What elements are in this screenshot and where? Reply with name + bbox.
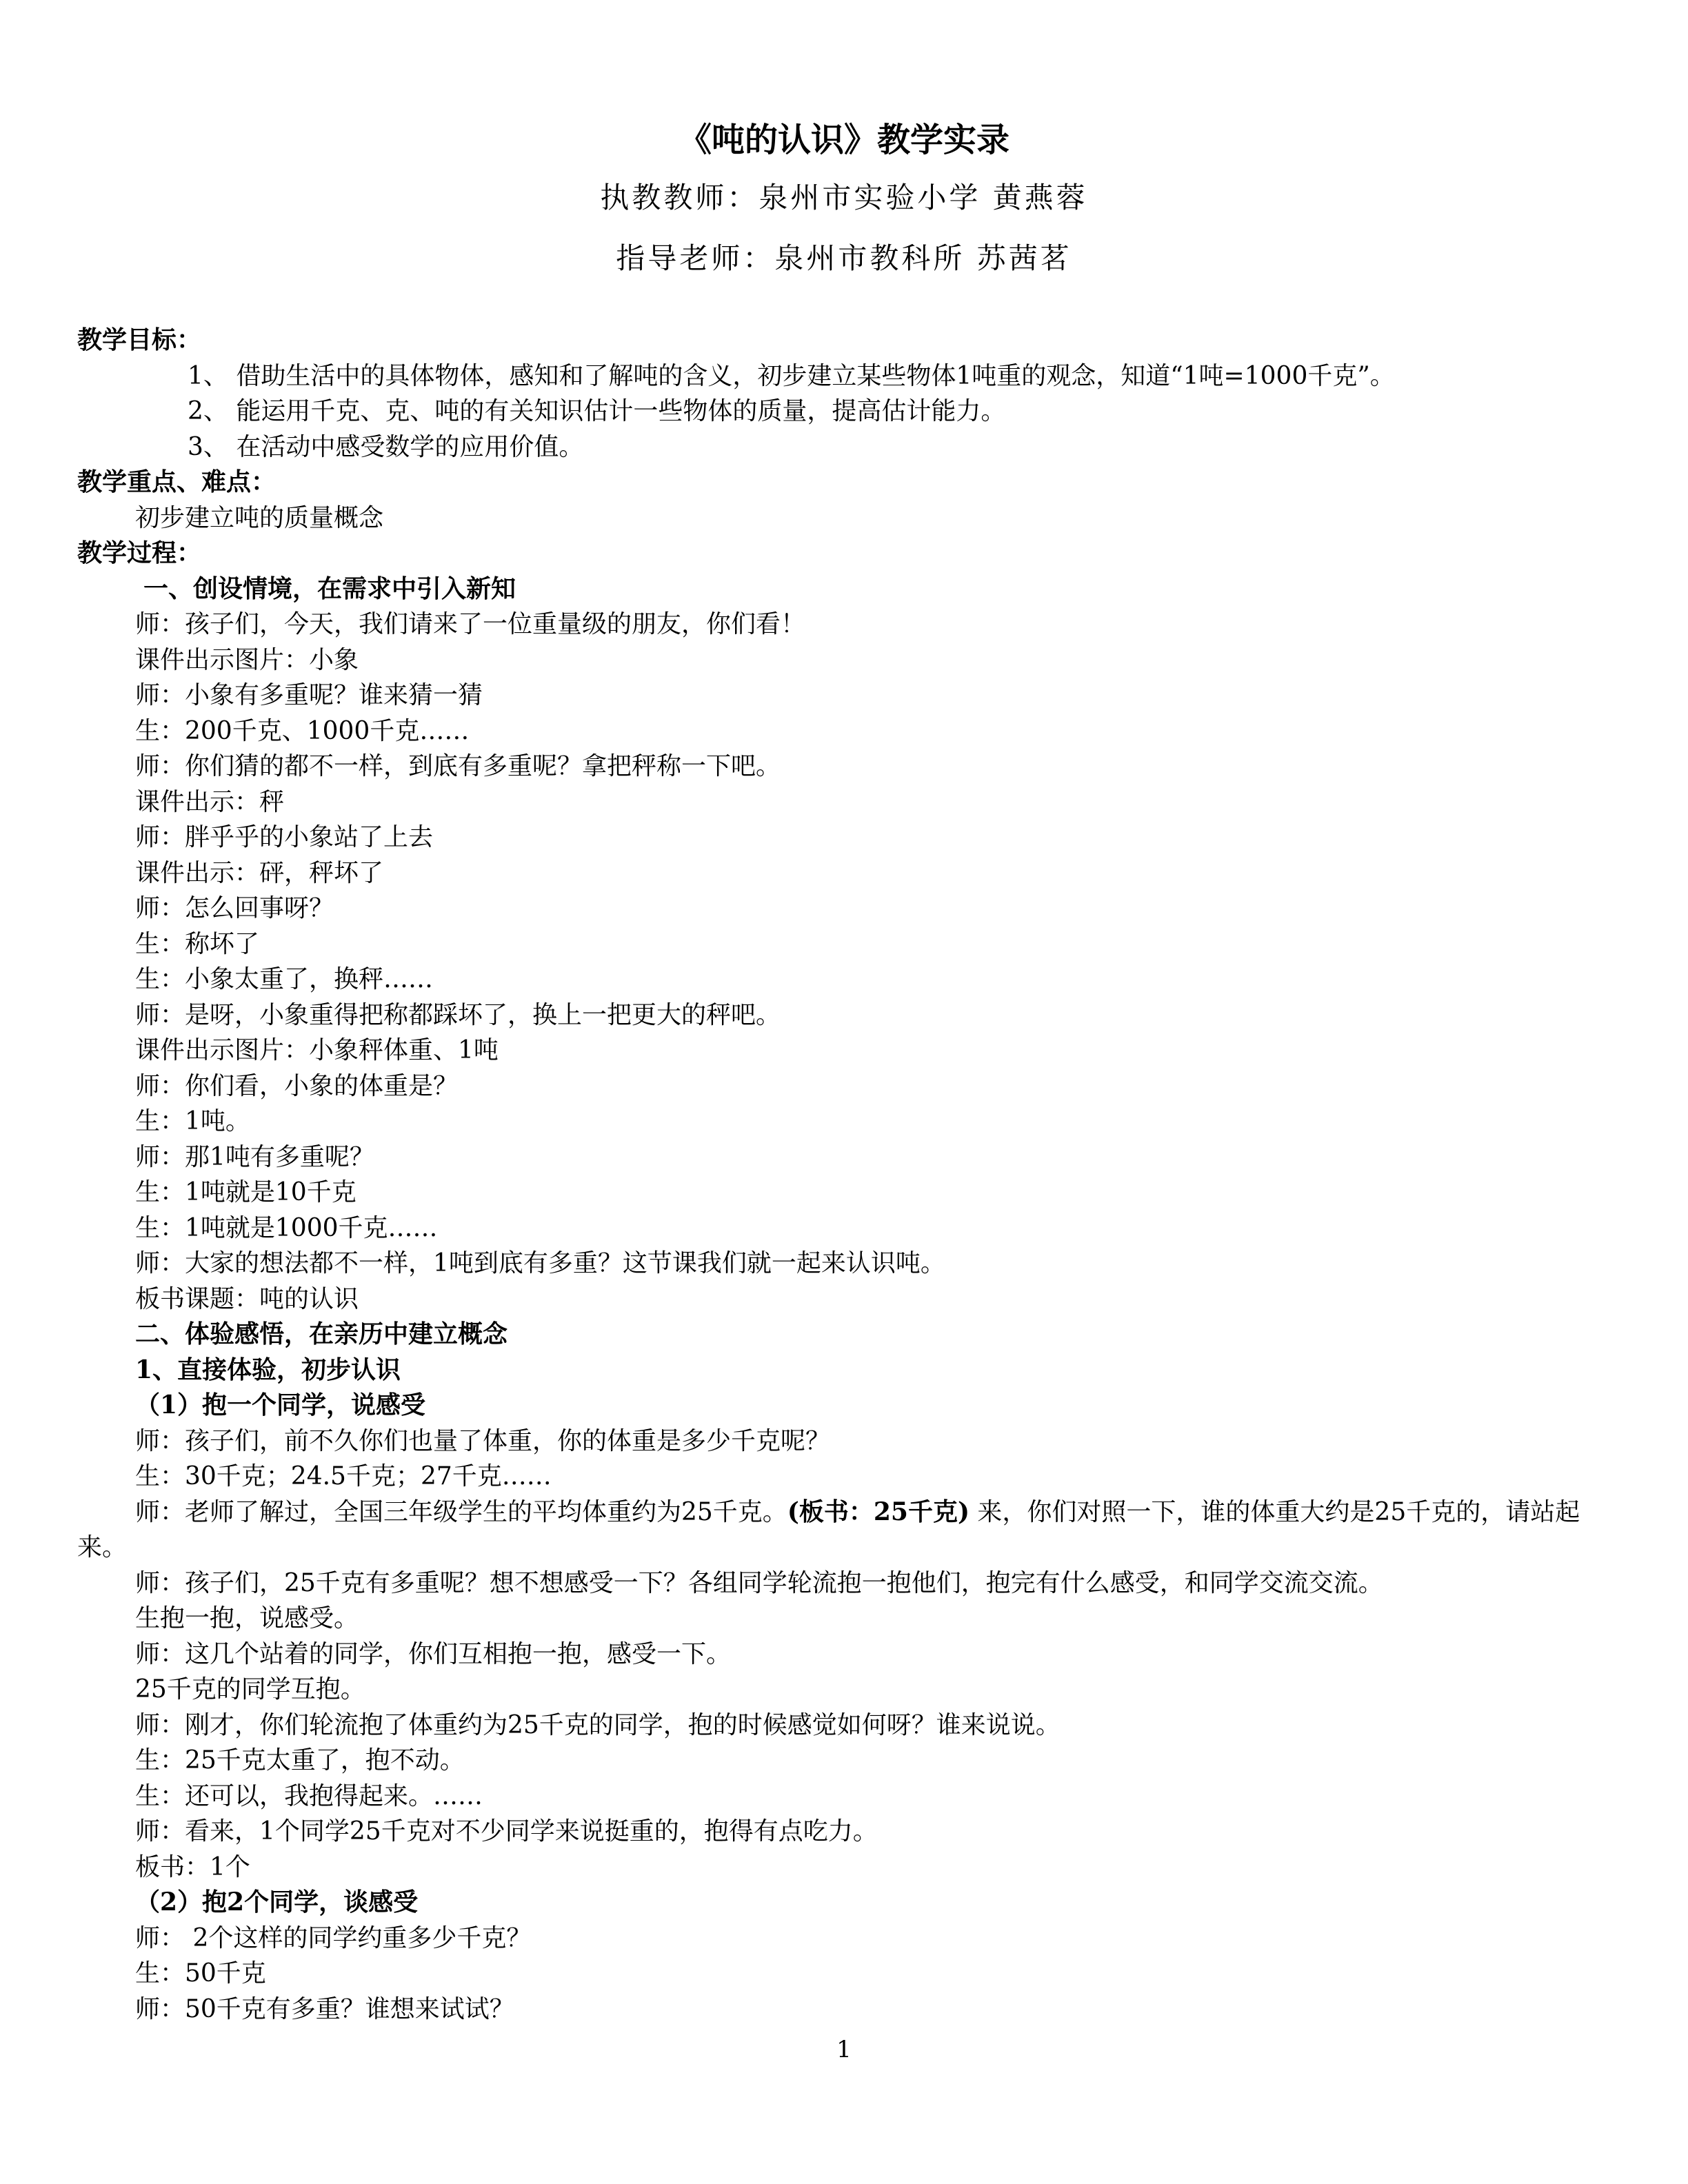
section2-title: 二、体验感悟，在亲历中建立概念	[135, 1320, 508, 1348]
dialogue-line: 课件出示图片：小象秤体重、1吨	[135, 1036, 499, 1064]
dialogue-line: 板书课题：吨的认识	[135, 1284, 359, 1313]
dialogue-line: 课件出示：秤	[135, 787, 285, 816]
goal-item-1: 1、 借助生活中的具体物体，感知和了解吨的含义，初步建立某些物体1吨重的观念，知道“1吨=1000千克”。	[188, 361, 1395, 390]
dialogue-line: 生：1吨。	[135, 1107, 250, 1135]
wrap-text-2: 来，你们对照一下，谁的体重大约是25千克的，请站起来。	[77, 1497, 1580, 1561]
key-points-heading: 教学重点、难点：	[77, 467, 277, 496]
dialogue-line: 师： 2个这样的同学约重多少千克？	[135, 1923, 532, 1952]
dialogue-line: 生：小象太重了，换秤……	[135, 965, 434, 993]
dialogue-line: 板书：1个	[135, 1852, 250, 1881]
dialogue-line: 师：是呀，小象重得把称都踩坏了，换上一把更大的秤吧。	[135, 1000, 781, 1029]
dialogue-line: 课件出示：砰，秤坏了	[135, 858, 384, 887]
subsection1a-title: （1）抱一个同学，说感受	[135, 1391, 426, 1419]
guide-line: 指导老师：泉州市教科所 苏茜茗	[616, 241, 1072, 275]
dialogue-line: 生：30千克；24.5千克；27千克……	[135, 1462, 552, 1490]
dialogue-line: 师：小象有多重呢？谁来猜一猜	[135, 681, 483, 709]
dialogue-line: 生：200千克、1000千克……	[135, 716, 470, 745]
dialogue-line: 师：大家的想法都不一样，1吨到底有多重？这节课我们就一起来认识吨。	[135, 1249, 945, 1277]
goal-item-3: 3、 在活动中感受数学的应用价值。	[188, 432, 584, 461]
dialogue-line: 生：称坏了	[135, 929, 260, 958]
section1-title: 一、创设情境，在需求中引入新知	[143, 574, 516, 603]
document-title: 《吨的认识》教学实录	[678, 121, 1009, 159]
dialogue-line: 师：孩子们，前不久你们也量了体重，你的体重是多少千克呢？	[135, 1426, 831, 1455]
dialogue-line: 师：怎么回事呀？	[135, 894, 334, 922]
dialogue-line: 生：1吨就是1000千克……	[135, 1213, 438, 1242]
dialogue-line: 生：25千克太重了，抱不动。	[135, 1746, 465, 1775]
dialogue-line: 生：1吨就是10千克	[135, 1178, 356, 1206]
key-points-text: 初步建立吨的质量概念	[135, 503, 384, 532]
dialogue-line: 师：胖乎乎的小象站了上去	[135, 823, 434, 851]
goal-item-2: 2、 能运用千克、克、吨的有关知识估计一些物体的质量，提高估计能力。	[188, 397, 1006, 425]
dialogue-line: 师：50千克有多重？谁想来试试？	[135, 1994, 514, 2023]
dialogue-line: 生：50千克	[135, 1959, 266, 1988]
dialogue-line: 生抱一抱，说感受。	[135, 1604, 359, 1632]
subsection1b-title: （2）抱2个同学，谈感受	[135, 1888, 419, 1917]
dialogue-line: 师：孩子们，25千克有多重呢？想不想感受一下？各组同学轮流抱一抱他们，抱完有什么感受，和同学交流交流。	[135, 1568, 1383, 1597]
document-body	[77, 323, 1619, 2027]
wrapped-paragraph	[77, 1495, 1619, 1566]
subsection1-title: 1、直接体验，初步认识	[135, 1355, 401, 1384]
wrap-text-1: 师：老师了解过，全国三年级学生的平均体重约为25千克。	[135, 1497, 787, 1526]
process-heading: 教学过程：	[77, 538, 202, 567]
dialogue-line: 师：你们看，小象的体重是？	[135, 1071, 459, 1100]
page-number: 1	[836, 2036, 852, 2063]
dialogue-line: 师：看来，1个同学25千克对不少同学来说挺重的，抱得有点吃力。	[135, 1817, 878, 1846]
dialogue-line: 师：刚才，你们轮流抱了体重约为25千克的同学，抱的时候感觉如何呀？谁来说说。	[135, 1710, 1061, 1739]
dialogue-line: 师：那1吨有多重呢？	[135, 1142, 374, 1171]
dialogue-line: 课件出示图片：小象	[135, 645, 359, 674]
dialogue-line: 25千克的同学互抱。	[135, 1675, 365, 1703]
dialogue-line: 生：还可以，我抱得起来。……	[135, 1781, 483, 1810]
teacher-line: 执教教师：泉州市实验小学 黄燕蓉	[600, 181, 1088, 214]
dialogue-line: 师：孩子们，今天，我们请来了一位重量级的朋友，你们看！	[135, 610, 806, 638]
board-note: (板书：25千克)	[787, 1497, 969, 1526]
goals-heading: 教学目标：	[77, 325, 202, 354]
dialogue-line: 师：这几个站着的同学，你们互相抱一抱，感受一下。	[135, 1639, 732, 1668]
dialogue-line: 师：你们猜的都不一样，到底有多重呢？拿把秤称一下吧。	[135, 752, 781, 780]
